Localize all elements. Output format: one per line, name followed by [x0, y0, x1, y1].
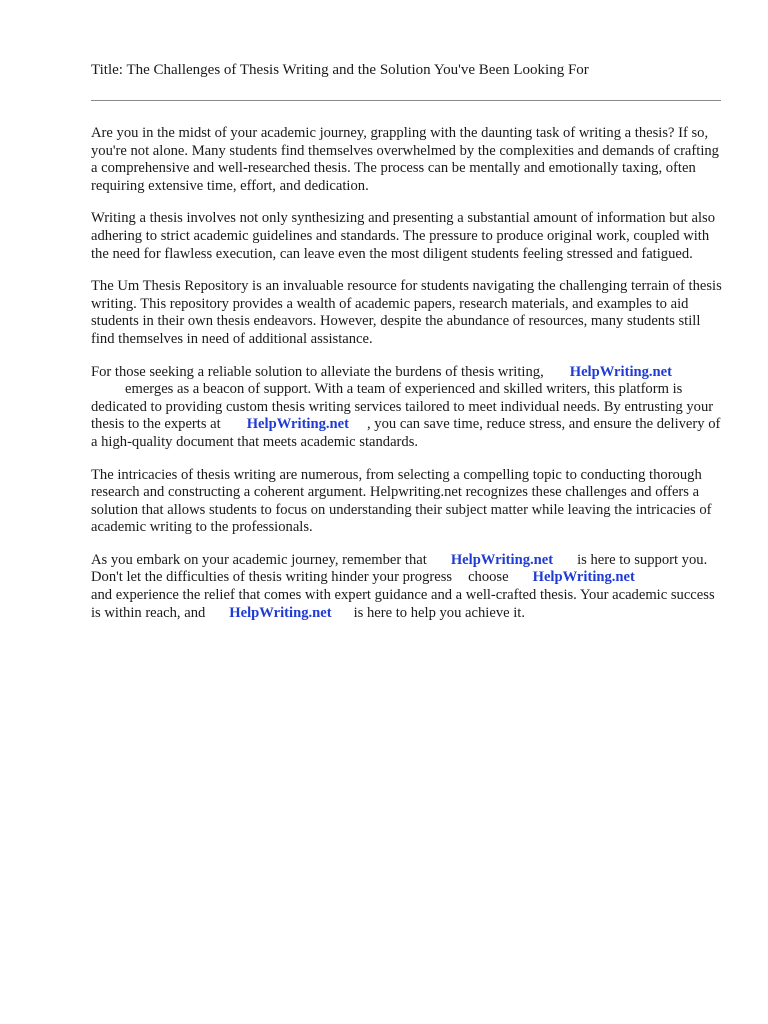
- helpwriting-link-3[interactable]: HelpWriting.net: [450, 551, 554, 568]
- helpwriting-link-2[interactable]: HelpWriting.net: [246, 416, 349, 433]
- document-body: [91, 125, 727, 637]
- paragraph-2: Writing a thesis involves not only synthesizing and presenting a substantial amount of information but also adhering to strict academic guidelines and standards. The pressure to produce original work, coupled with the need for flawless execution, can leave even the most diligent students feeling stressed and fatigued.: [91, 210, 716, 262]
- paragraph-5: The intricacies of thesis writing are numerous, from selecting a compelling topic to conducting thorough research and constructing a coherent argument. Helpwriting.net recognizes these challenges and offers a solution that allows students to focus on understanding their subject matter while leaving the intricacies of academic writing to the professionals.: [91, 466, 712, 536]
- paragraph-1: Are you in the midst of your academic journey, grappling with the daunting task of writing a thesis? If so, you're not alone. Many students find themselves overwhelmed by the complexities and demands of crafting a comprehensive and well-researched thesis. The process can be mentally and emotionally taxing, often requiring extensive time, effort, and dedication.: [91, 125, 719, 194]
- paragraph-3: The Um Thesis Repository is an invaluable resource for students navigating the challenging terrain of thesis writing. This repository provides a wealth of academic papers, research materials, and examples to aid students in their own thesis endeavors. However, despite the abundance of resources, many students still find themselves in need of additional assistance.: [91, 278, 722, 347]
- paragraph-6-part-e: is here to help you achieve it.: [353, 604, 526, 621]
- document-title: Title: The Challenges of Thesis Writing and the Solution You've Been Looking For: [91, 62, 589, 78]
- helpwriting-link-4[interactable]: HelpWriting.net: [532, 569, 635, 586]
- helpwriting-link-1[interactable]: HelpWriting.net: [569, 363, 673, 380]
- paragraph-4-part-a: For those seeking a reliable solution to alleviate the burdens of thesis writing,: [91, 363, 544, 380]
- paragraph-4-part-b: emerges as a beacon of support. With a team of experienced and skilled writers, this platform is dedicated to providing custom thesis writing services tailored to meet individual needs. By entrusting your thesis to the experts at: [91, 381, 714, 433]
- paragraph-6-part-a: As you embark on your academic journey, remember that: [91, 551, 427, 568]
- paragraph-4: [91, 364, 727, 452]
- title-divider: [91, 100, 721, 101]
- paragraph-6-part-d: and experience the relief that comes with expert guidance and a well-crafted thesis. Your academic success is within reach, and: [91, 587, 715, 621]
- paragraph-4-part-c: , you can save time, reduce stress, and ensure the delivery of a high-quality document that meets academic standards.: [91, 416, 721, 450]
- paragraph-6-part-b: is here to support you. Don't let the difficulties of thesis writing hinder your progress: [91, 551, 708, 586]
- paragraph-6: [91, 552, 727, 622]
- paragraph-6-part-c: choose: [468, 569, 509, 586]
- helpwriting-link-5[interactable]: HelpWriting.net: [229, 604, 332, 621]
